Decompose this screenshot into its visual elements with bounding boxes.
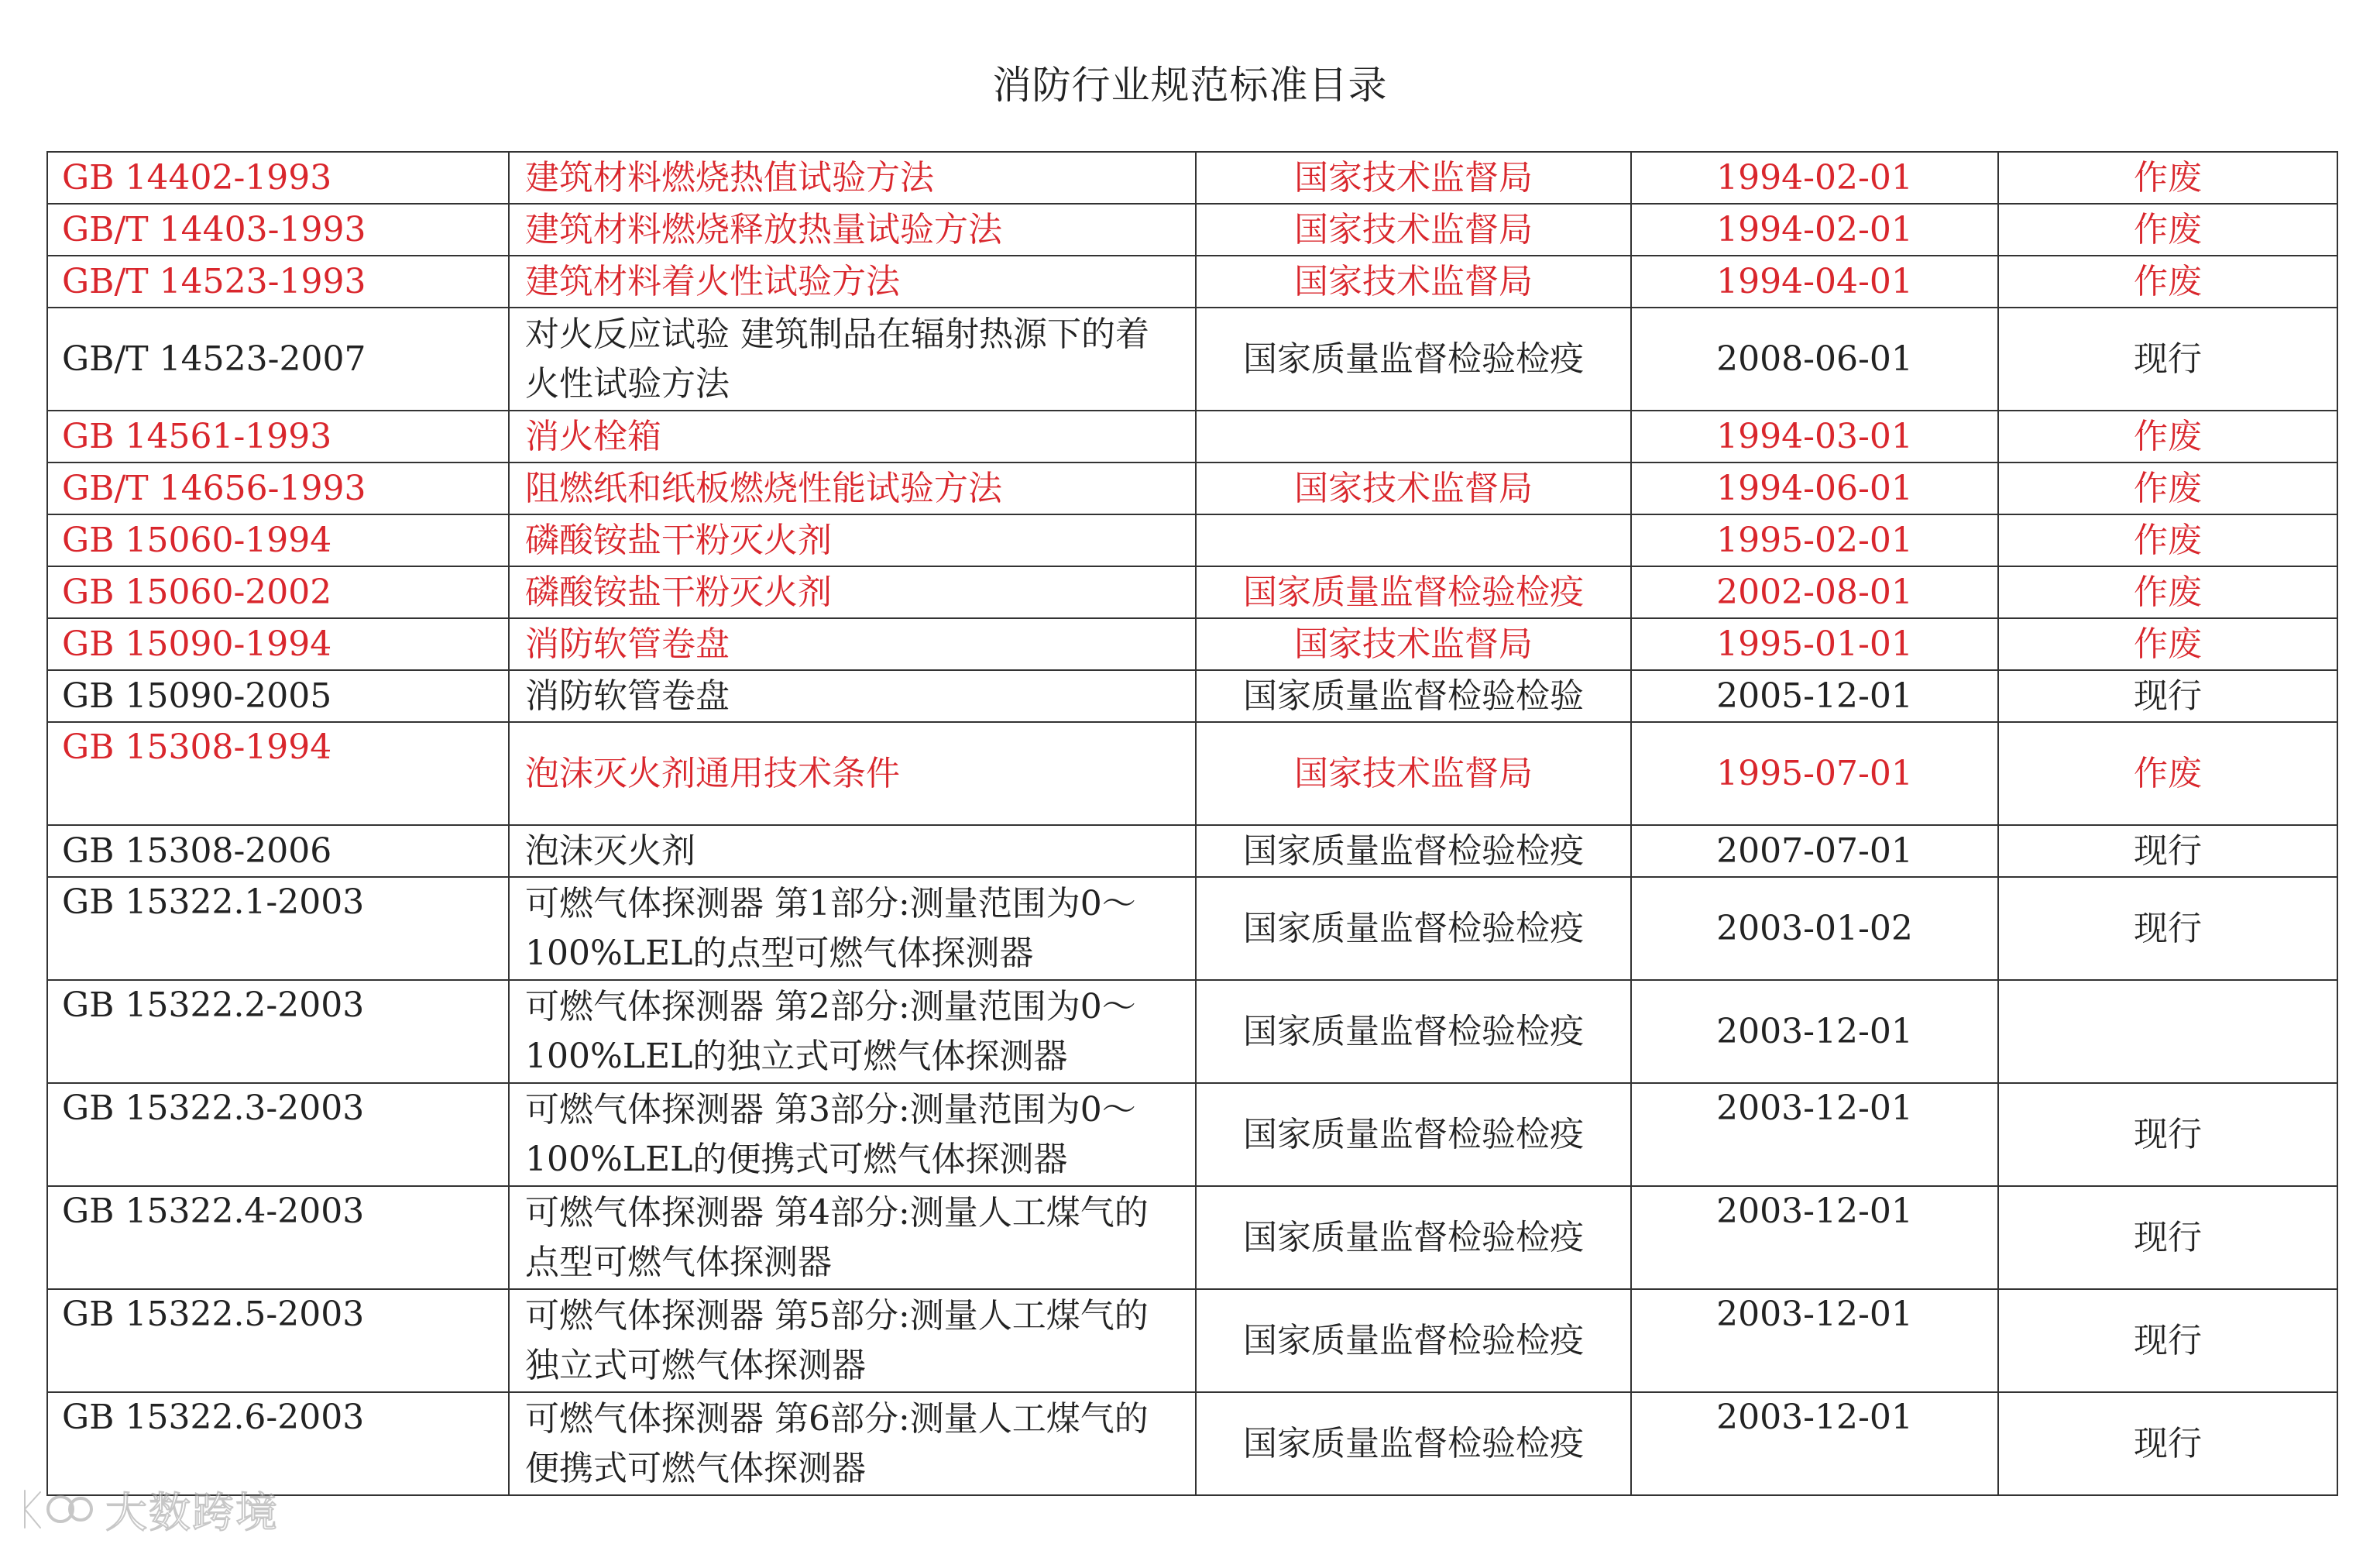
effective-date: 2005-12-01 — [1631, 670, 1998, 722]
effective-date: 1995-01-01 — [1631, 618, 1998, 670]
standard-name: 可燃气体探测器 第2部分:测量范围为0～100%LEL的独立式可燃气体探测器 — [509, 980, 1196, 1083]
table-row — [47, 566, 2337, 618]
status-badge: 现行 — [1998, 670, 2337, 722]
status-badge: 作废 — [1998, 618, 2337, 670]
issuing-department: 国家质量监督检验检验 — [1196, 670, 1631, 722]
status-badge: 作废 — [1998, 152, 2337, 204]
standard-code: GB/T 14523-2007 — [47, 308, 509, 411]
standard-code: GB 15090-2005 — [47, 670, 509, 722]
effective-date: 2003-01-02 — [1631, 877, 1998, 980]
effective-date: 1994-04-01 — [1631, 256, 1998, 308]
standard-code: GB 15322.3-2003 — [47, 1083, 509, 1186]
effective-date: 2008-06-01 — [1631, 308, 1998, 411]
table-row — [47, 204, 2337, 256]
status-badge: 现行 — [1998, 1289, 2337, 1392]
status-badge: 作废 — [1998, 204, 2337, 256]
issuing-department — [1196, 411, 1631, 463]
standard-name: 阻燃纸和纸板燃烧性能试验方法 — [509, 463, 1196, 514]
standard-name: 建筑材料燃烧释放热量试验方法 — [509, 204, 1196, 256]
issuing-department: 国家质量监督检验检疫 — [1196, 1392, 1631, 1495]
standard-name: 泡沫灭火剂通用技术条件 — [509, 722, 1196, 825]
standard-name: 消防软管卷盘 — [509, 670, 1196, 722]
table-row — [47, 825, 2337, 877]
standard-name: 建筑材料着火性试验方法 — [509, 256, 1196, 308]
table-row — [47, 411, 2337, 463]
effective-date: 2003-12-01 — [1631, 1083, 1998, 1186]
standard-name: 可燃气体探测器 第6部分:测量人工煤气的便携式可燃气体探测器 — [509, 1392, 1196, 1495]
standard-name: 对火反应试验 建筑制品在辐射热源下的着火性试验方法 — [509, 308, 1196, 411]
issuing-department: 国家质量监督检验检疫 — [1196, 877, 1631, 980]
status-badge: 现行 — [1998, 1186, 2337, 1289]
status-badge: 作废 — [1998, 256, 2337, 308]
effective-date: 1994-06-01 — [1631, 463, 1998, 514]
standard-code: GB 15060-2002 — [47, 566, 509, 618]
standard-code: GB/T 14403-1993 — [47, 204, 509, 256]
effective-date: 1994-03-01 — [1631, 411, 1998, 463]
table-row — [47, 463, 2337, 514]
standard-code: GB 15060-1994 — [47, 514, 509, 566]
status-badge: 作废 — [1998, 514, 2337, 566]
table-row — [47, 618, 2337, 670]
standard-name: 磷酸铵盐干粉灭火剂 — [509, 514, 1196, 566]
issuing-department: 国家技术监督局 — [1196, 204, 1631, 256]
standard-name: 建筑材料燃烧热值试验方法 — [509, 152, 1196, 204]
effective-date: 2002-08-01 — [1631, 566, 1998, 618]
table-row — [47, 980, 2337, 1083]
standards-table — [46, 151, 2338, 1496]
status-badge: 现行 — [1998, 1392, 2337, 1495]
table-row — [47, 1186, 2337, 1289]
table-row — [47, 514, 2337, 566]
issuing-department: 国家质量监督检验检疫 — [1196, 980, 1631, 1083]
standard-code: GB 14561-1993 — [47, 411, 509, 463]
standard-name: 可燃气体探测器 第4部分:测量人工煤气的点型可燃气体探测器 — [509, 1186, 1196, 1289]
issuing-department: 国家质量监督检验检疫 — [1196, 566, 1631, 618]
standard-name: 泡沫灭火剂 — [509, 825, 1196, 877]
standard-code: GB 15322.2-2003 — [47, 980, 509, 1083]
standard-code: GB 14402-1993 — [47, 152, 509, 204]
standard-code: GB 15322.5-2003 — [47, 1289, 509, 1392]
status-badge: 作废 — [1998, 566, 2337, 618]
table-row — [47, 1083, 2337, 1186]
effective-date: 2003-12-01 — [1631, 1289, 1998, 1392]
issuing-department: 国家技术监督局 — [1196, 618, 1631, 670]
status-badge: 现行 — [1998, 1083, 2337, 1186]
effective-date: 2003-12-01 — [1631, 1392, 1998, 1495]
standard-code: GB 15322.6-2003 — [47, 1392, 509, 1495]
issuing-department: 国家质量监督检验检疫 — [1196, 1289, 1631, 1392]
table-row — [47, 152, 2337, 204]
status-badge: 作废 — [1998, 722, 2337, 825]
effective-date: 2003-12-01 — [1631, 1186, 1998, 1289]
table-row — [47, 670, 2337, 722]
standard-code: GB 15308-1994 — [47, 722, 509, 825]
status-badge: 作废 — [1998, 463, 2337, 514]
status-badge: 现行 — [1998, 877, 2337, 980]
issuing-department: 国家技术监督局 — [1196, 152, 1631, 204]
standard-code: GB/T 14523-1993 — [47, 256, 509, 308]
standard-name: 可燃气体探测器 第5部分:测量人工煤气的独立式可燃气体探测器 — [509, 1289, 1196, 1392]
issuing-department: 国家质量监督检验检疫 — [1196, 308, 1631, 411]
standard-code: GB/T 14656-1993 — [47, 463, 509, 514]
standard-code: GB 15308-2006 — [47, 825, 509, 877]
page-title: 消防行业规范标准目录 — [992, 63, 1388, 108]
issuing-department: 国家技术监督局 — [1196, 256, 1631, 308]
effective-date: 1995-07-01 — [1631, 722, 1998, 825]
issuing-department — [1196, 514, 1631, 566]
effective-date: 1995-02-01 — [1631, 514, 1998, 566]
standard-name: 消防软管卷盘 — [509, 618, 1196, 670]
table-row — [47, 1289, 2337, 1392]
status-badge — [1998, 980, 2337, 1083]
standard-name: 可燃气体探测器 第1部分:测量范围为0～100%LEL的点型可燃气体探测器 — [509, 877, 1196, 980]
status-badge: 现行 — [1998, 308, 2337, 411]
effective-date: 2003-12-01 — [1631, 980, 1998, 1083]
watermark — [14, 1481, 279, 1537]
standard-code: GB 15322.1-2003 — [47, 877, 509, 980]
table-row — [47, 308, 2337, 411]
table-row — [47, 256, 2337, 308]
status-badge: 现行 — [1998, 825, 2337, 877]
effective-date: 2007-07-01 — [1631, 825, 1998, 877]
status-badge: 作废 — [1998, 411, 2337, 463]
effective-date: 1994-02-01 — [1631, 152, 1998, 204]
standard-code: GB 15322.4-2003 — [47, 1186, 509, 1289]
issuing-department: 国家技术监督局 — [1196, 463, 1631, 514]
issuing-department: 国家质量监督检验检疫 — [1196, 1186, 1631, 1289]
issuing-department: 国家技术监督局 — [1196, 722, 1631, 825]
table-row — [47, 722, 2337, 825]
watermark-text: 大数跨境 — [105, 1487, 279, 1537]
issuing-department: 国家质量监督检验检疫 — [1196, 1083, 1631, 1186]
standard-code: GB 15090-1994 — [47, 618, 509, 670]
standard-name: 磷酸铵盐干粉灭火剂 — [509, 566, 1196, 618]
effective-date: 1994-02-01 — [1631, 204, 1998, 256]
standard-name: 可燃气体探测器 第3部分:测量范围为0～100%LEL的便携式可燃气体探测器 — [509, 1083, 1196, 1186]
table-row — [47, 877, 2337, 980]
table-row — [47, 1392, 2337, 1495]
brand-logo-icon — [14, 1484, 94, 1534]
standard-name: 消火栓箱 — [509, 411, 1196, 463]
issuing-department: 国家质量监督检验检疫 — [1196, 825, 1631, 877]
